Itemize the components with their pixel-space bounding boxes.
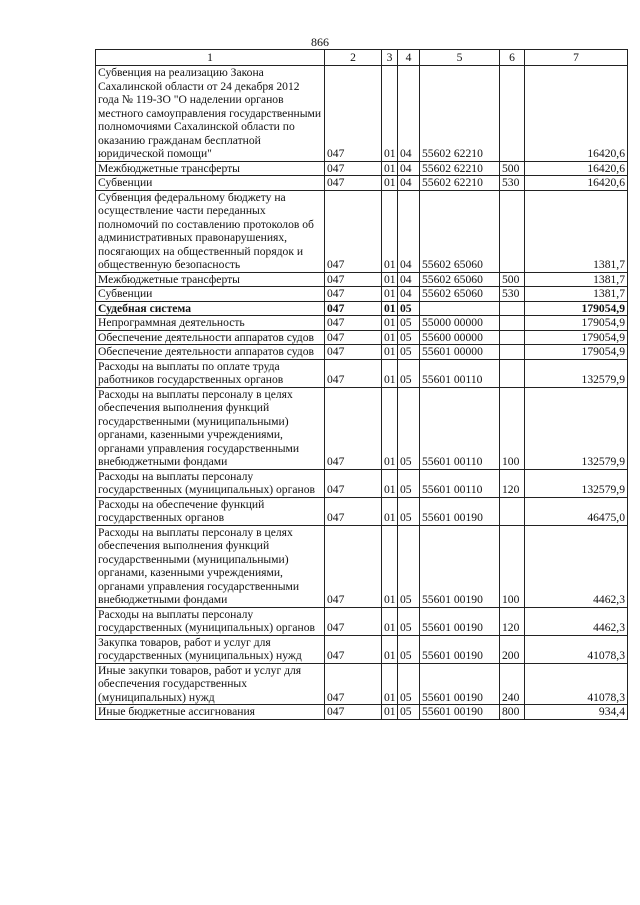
cell-section-code: 01 [382, 316, 398, 331]
column-header-2: 2 [325, 50, 382, 66]
cell-expense-type-code: 120 [500, 607, 525, 635]
cell-target-article-code: 55601 00110 [420, 359, 500, 387]
cell-expense-type-code: 800 [500, 705, 525, 720]
cell-target-article-code: 55601 00190 [420, 705, 500, 720]
cell-target-article-code: 55601 00190 [420, 497, 500, 525]
cell-admin-code: 047 [325, 607, 382, 635]
column-header-5: 5 [420, 50, 500, 66]
cell-row-name: Субвенция федеральному бюджету на осуществление части переданных полномочий по составлению протоколов об административных правонарушениях, посягающих на общественный порядок и общественную безопасность [96, 190, 325, 272]
cell-expense-type-code: 240 [500, 663, 525, 705]
table-row [96, 387, 628, 469]
cell-amount: 16420,6 [525, 161, 628, 176]
cell-amount: 41078,3 [525, 663, 628, 705]
cell-subsection-code: 04 [398, 287, 420, 302]
cell-target-article-code: 55601 00190 [420, 607, 500, 635]
table-row [96, 301, 628, 316]
cell-row-name: Обеспечение деятельности аппаратов судов [96, 330, 325, 345]
page-number: 866 [311, 35, 329, 49]
cell-target-article-code [420, 301, 500, 316]
cell-row-name: Судебная система [96, 301, 325, 316]
cell-section-code: 01 [382, 176, 398, 191]
cell-target-article-code: 55601 00110 [420, 469, 500, 497]
cell-amount: 179054,9 [525, 330, 628, 345]
cell-target-article-code: 55602 62210 [420, 161, 500, 176]
cell-section-code: 01 [382, 607, 398, 635]
cell-admin-code: 047 [325, 469, 382, 497]
cell-row-name: Иные закупки товаров, работ и услуг для обеспечения государственных (муниципальных) нужд [96, 663, 325, 705]
cell-subsection-code: 05 [398, 607, 420, 635]
cell-amount: 1381,7 [525, 272, 628, 287]
cell-subsection-code: 05 [398, 316, 420, 331]
cell-subsection-code: 05 [398, 705, 420, 720]
cell-section-code: 01 [382, 525, 398, 607]
cell-admin-code: 047 [325, 387, 382, 469]
cell-admin-code: 047 [325, 316, 382, 331]
cell-expense-type-code: 120 [500, 469, 525, 497]
table-row [96, 287, 628, 302]
cell-subsection-code: 04 [398, 66, 420, 162]
cell-expense-type-code: 100 [500, 387, 525, 469]
cell-subsection-code: 04 [398, 176, 420, 191]
cell-subsection-code: 05 [398, 497, 420, 525]
cell-admin-code: 047 [325, 272, 382, 287]
cell-subsection-code: 05 [398, 663, 420, 705]
cell-row-name: Расходы на обеспечение функций государственных органов [96, 497, 325, 525]
cell-row-name: Субвенция на реализацию Закона Сахалинской области от 24 декабря 2012 года № 119-ЗО "О наделении органов местного самоуправления государственными полномочиями Сахалинской области по оказанию гражданам бесплатной юридической помощи" [96, 66, 325, 162]
table-row [96, 525, 628, 607]
cell-admin-code: 047 [325, 190, 382, 272]
cell-row-name: Обеспечение деятельности аппаратов судов [96, 345, 325, 360]
cell-amount: 4462,3 [525, 607, 628, 635]
table-row [96, 161, 628, 176]
cell-amount: 179054,9 [525, 301, 628, 316]
table-row [96, 469, 628, 497]
cell-section-code: 01 [382, 345, 398, 360]
cell-admin-code: 047 [325, 663, 382, 705]
cell-row-name: Расходы на выплаты персоналу государственных (муниципальных) органов [96, 607, 325, 635]
cell-target-article-code: 55602 65060 [420, 287, 500, 302]
cell-amount: 132579,9 [525, 469, 628, 497]
budget-table [95, 49, 628, 720]
cell-subsection-code: 05 [398, 330, 420, 345]
column-header-4: 4 [398, 50, 420, 66]
cell-target-article-code: 55601 00190 [420, 525, 500, 607]
cell-section-code: 01 [382, 497, 398, 525]
cell-expense-type-code [500, 301, 525, 316]
cell-amount: 179054,9 [525, 345, 628, 360]
cell-admin-code: 047 [325, 330, 382, 345]
cell-admin-code: 047 [325, 525, 382, 607]
table-row [96, 316, 628, 331]
cell-row-name: Межбюджетные трансферты [96, 161, 325, 176]
table-row [96, 272, 628, 287]
cell-amount: 179054,9 [525, 316, 628, 331]
cell-admin-code: 047 [325, 301, 382, 316]
cell-row-name: Расходы на выплаты по оплате труда работников государственных органов [96, 359, 325, 387]
cell-expense-type-code: 530 [500, 176, 525, 191]
cell-expense-type-code [500, 316, 525, 331]
cell-subsection-code: 05 [398, 359, 420, 387]
cell-target-article-code: 55601 00190 [420, 663, 500, 705]
table-row [96, 330, 628, 345]
cell-subsection-code: 04 [398, 161, 420, 176]
cell-target-article-code: 55600 00000 [420, 330, 500, 345]
cell-section-code: 01 [382, 663, 398, 705]
cell-target-article-code: 55601 00190 [420, 635, 500, 663]
cell-expense-type-code [500, 190, 525, 272]
table-row [96, 359, 628, 387]
cell-expense-type-code [500, 330, 525, 345]
cell-expense-type-code [500, 66, 525, 162]
cell-target-article-code: 55602 65060 [420, 190, 500, 272]
cell-row-name: Субвенции [96, 287, 325, 302]
cell-section-code: 01 [382, 469, 398, 497]
cell-amount: 4462,3 [525, 525, 628, 607]
column-header-3: 3 [382, 50, 398, 66]
table-row [96, 345, 628, 360]
cell-subsection-code: 04 [398, 272, 420, 287]
cell-admin-code: 047 [325, 161, 382, 176]
cell-expense-type-code: 530 [500, 287, 525, 302]
table-row [96, 66, 628, 162]
cell-expense-type-code: 500 [500, 161, 525, 176]
cell-section-code: 01 [382, 359, 398, 387]
cell-subsection-code: 05 [398, 345, 420, 360]
table-row [96, 705, 628, 720]
cell-subsection-code: 05 [398, 525, 420, 607]
cell-amount: 1381,7 [525, 287, 628, 302]
cell-section-code: 01 [382, 387, 398, 469]
column-header-1: 1 [96, 50, 325, 66]
cell-admin-code: 047 [325, 176, 382, 191]
column-header-7: 7 [525, 50, 628, 66]
cell-row-name: Расходы на выплаты персоналу в целях обеспечения выполнения функций государственными (муниципальными) органами, казенными учреждениями, органами управления государственными внебюджетными фондами [96, 387, 325, 469]
cell-row-name: Иные бюджетные ассигнования [96, 705, 325, 720]
cell-amount: 132579,9 [525, 359, 628, 387]
cell-target-article-code: 55602 62210 [420, 176, 500, 191]
cell-target-article-code: 55601 00110 [420, 387, 500, 469]
cell-row-name: Расходы на выплаты персоналу в целях обеспечения выполнения функций государственными (муниципальными) органами, казенными учреждениями, органами управления государственными внебюджетными фондами [96, 525, 325, 607]
table-row [96, 497, 628, 525]
cell-section-code: 01 [382, 301, 398, 316]
cell-expense-type-code: 500 [500, 272, 525, 287]
cell-row-name: Расходы на выплаты персоналу государственных (муниципальных) органов [96, 469, 325, 497]
cell-target-article-code: 55601 00000 [420, 345, 500, 360]
cell-admin-code: 047 [325, 359, 382, 387]
cell-subsection-code: 05 [398, 301, 420, 316]
table-row [96, 190, 628, 272]
cell-row-name: Закупка товаров, работ и услуг для государственных (муниципальных) нужд [96, 635, 325, 663]
column-header-6: 6 [500, 50, 525, 66]
cell-row-name: Непрограммная деятельность [96, 316, 325, 331]
cell-amount: 41078,3 [525, 635, 628, 663]
cell-target-article-code: 55602 65060 [420, 272, 500, 287]
cell-section-code: 01 [382, 190, 398, 272]
cell-section-code: 01 [382, 161, 398, 176]
cell-subsection-code: 05 [398, 635, 420, 663]
cell-section-code: 01 [382, 272, 398, 287]
cell-admin-code: 047 [325, 497, 382, 525]
cell-admin-code: 047 [325, 66, 382, 162]
cell-amount: 934,4 [525, 705, 628, 720]
cell-admin-code: 047 [325, 705, 382, 720]
cell-subsection-code: 05 [398, 469, 420, 497]
cell-row-name: Субвенции [96, 176, 325, 191]
cell-section-code: 01 [382, 287, 398, 302]
cell-admin-code: 047 [325, 635, 382, 663]
cell-section-code: 01 [382, 635, 398, 663]
cell-amount: 46475,0 [525, 497, 628, 525]
cell-admin-code: 047 [325, 287, 382, 302]
cell-section-code: 01 [382, 66, 398, 162]
table-row [96, 663, 628, 705]
cell-expense-type-code [500, 345, 525, 360]
cell-expense-type-code: 100 [500, 525, 525, 607]
cell-target-article-code: 55602 62210 [420, 66, 500, 162]
cell-section-code: 01 [382, 705, 398, 720]
cell-expense-type-code [500, 497, 525, 525]
cell-admin-code: 047 [325, 345, 382, 360]
cell-subsection-code: 05 [398, 387, 420, 469]
cell-expense-type-code: 200 [500, 635, 525, 663]
cell-subsection-code: 04 [398, 190, 420, 272]
table-row [96, 176, 628, 191]
table-row [96, 607, 628, 635]
cell-amount: 132579,9 [525, 387, 628, 469]
cell-row-name: Межбюджетные трансферты [96, 272, 325, 287]
table-row [96, 635, 628, 663]
cell-expense-type-code [500, 359, 525, 387]
cell-section-code: 01 [382, 330, 398, 345]
table-body [96, 66, 628, 720]
cell-target-article-code: 55000 00000 [420, 316, 500, 331]
cell-amount: 1381,7 [525, 190, 628, 272]
cell-amount: 16420,6 [525, 66, 628, 162]
cell-amount: 16420,6 [525, 176, 628, 191]
table-header-row [96, 50, 628, 66]
